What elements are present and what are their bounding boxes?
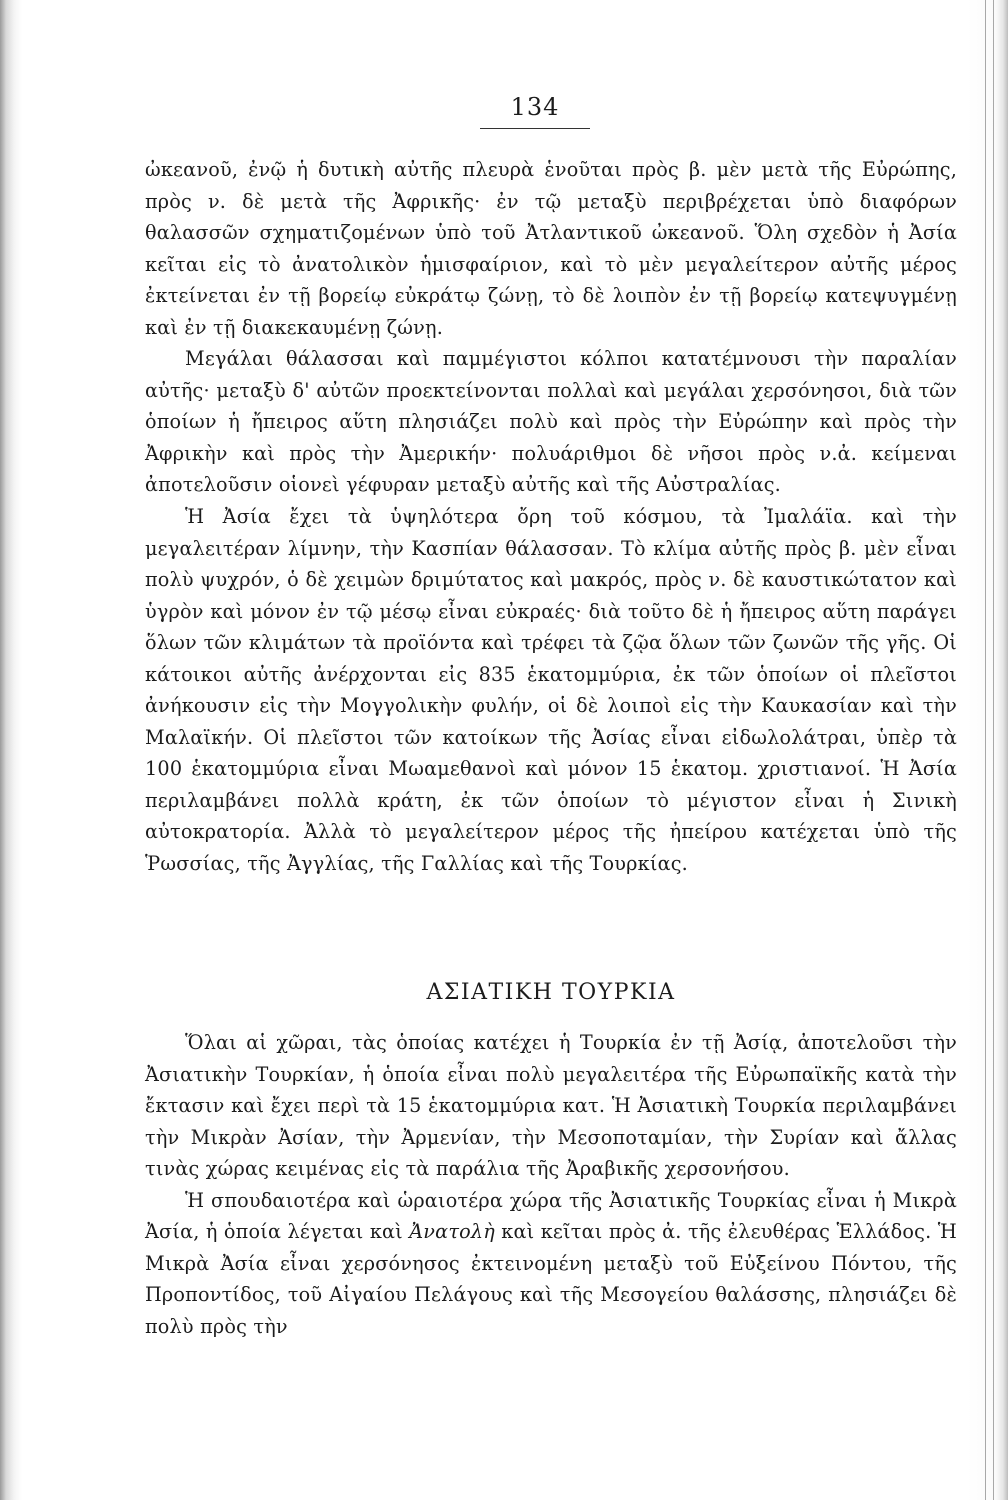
paragraph xyxy=(145,1185,957,1343)
scan-right-edge xyxy=(968,0,1008,1500)
text-run: καὶ κεῖται πρὸς ἀ. τῆς ἐλευθέρας Ἑλλάδος. Ἡ Μικρὰ Ἀσία εἶναι χερσόνησος ἐκτεινομένη μεταξὺ τοῦ Εὐξείνου Πόντου, τῆς Προποντίδος, τοῦ Αἰγαίου Πελάγους καὶ τῆς Μεσογείου θαλάσσης, πλησιάζει δὲ πολὺ πρὸς τὴν xyxy=(145,1220,958,1338)
scan-edge-line xyxy=(993,0,994,1500)
paragraph: Μεγάλαι θάλασσαι καὶ παμμέγιστοι κόλποι κατατέμνουσι τὴν παραλίαν αὐτῆς· μεταξὺ δ' αὐτῶν προεκτείνονται πολλαὶ καὶ μεγάλαι χερσόνησοι, διὰ τῶν ὁποίων ἡ ἤπειρος αὕτη πλησιάζει πολὺ καὶ πρὸς τὴν Εὐρώπην καὶ πρὸς τὴν Ἀφρικὴν καὶ πρὸς τὴν Ἀμερικήν· πολυάριθμοι δὲ νῆσοι πρὸς ν.ἀ. κείμεναι ἀποτελοῦσιν οἱονεὶ γέφυραν μεταξὺ αὐτῆς καὶ τῆς Αὐστραλίας. xyxy=(145,347,957,497)
section-heading: ΑΣΙΑΤΙΚΗ ΤΟΥΡΚΙΑ xyxy=(426,980,676,1005)
italic-term: Ἀνατολὴ xyxy=(409,1220,495,1244)
section-text xyxy=(145,1027,957,1342)
text-run: Ἡ σπουδαιοτέρα καὶ ὡραιοτέρα χώρα τῆς Ἀσιατικῆς Τουρκίας εἶναι ἡ Μικρὰ Ἀσία, ἡ ὁποία λέγεται καὶ xyxy=(145,1188,957,1244)
paragraph: ὠκεανοῦ, ἐνῷ ἡ δυτικὴ αὐτῆς πλευρὰ ἑνοῦται πρὸς β. μὲν μετὰ τῆς Εὐρώπης, πρὸς ν. δὲ μετὰ τῆς Ἀφρικῆς· ἐν τῷ μεταξὺ περιβρέχεται ὑπὸ διαφόρων θαλασσῶν σχηματιζομένων ὑπὸ τοῦ Ἀτλαντικοῦ ὠκεανοῦ. Ὅλη σχεδὸν ἡ Ἀσία κεῖται εἰς τὸ ἀνατολικὸν ἡμισφαίριον, καὶ τὸ μὲν μεγαλείτερον αὐτῆς μέρος ἐκτείνεται ἐν τῇ βορείῳ εὐκράτῳ ζώνῃ, τὸ δὲ λοιπὸν ἐν τῇ βορείῳ κατεψυγμένῃ καὶ ἐν τῇ διακεκαυμένῃ ζώνῃ. xyxy=(145,158,957,339)
page-number-rule xyxy=(480,128,590,129)
page-number: 134 xyxy=(510,93,560,121)
scan-left-edge xyxy=(0,0,22,1500)
paragraph: Ἡ Ἀσία ἔχει τὰ ὑψηλότερα ὄρη τοῦ κόσμου, τὰ Ἰμαλάϊα. καὶ τὴν μεγαλειτέραν λίμνην, τὴν Κασπίαν θάλασσαν. Τὸ κλίμα αὐτῆς πρὸς β. μὲν εἶναι πολὺ ψυχρόν, ὁ δὲ χειμὼν δριμύτατος καὶ μακρός, πρὸς ν. δὲ καυστικώτατον καὶ ὑγρὸν καὶ μόνον ἐν τῷ μέσῳ εἶναι εὐκραές· διὰ τοῦτο δὲ ἡ ἤπειρος αὕτη παράγει ὅλων τῶν κλιμάτων τὰ προϊόντα καὶ τρέφει τὰ ζῷα ὅλων τῶν ζωνῶν τῆς γῆς. Οἱ κάτοικοι αὐτῆς ἀνέρχονται εἰς 835 ἑκατομμύρια, ἐκ τῶν ὁποίων οἱ πλεῖστοι ἀνήκουσιν εἰς τὴν Μογγολικὴν φυλήν, οἱ δὲ λοιποὶ εἰς τὴν Καυκασίαν καὶ τὴν Μαλαϊκήν. Οἱ πλεῖστοι τῶν κατοίκων τῆς Ἀσίας εἶναι εἰδωλολάτραι, ὑπὲρ τὰ 100 ἑκατομμύρια εἶναι Μωαμεθανοὶ καὶ μόνον 15 ἑκατομ. χριστιανοί. Ἡ Ἀσία περιλαμβάνει πολλὰ κράτη, ἐκ τῶν ὁποίων τὸ μέγιστον εἶναι ἡ Σινικὴ αὐτοκρατορία. Ἀλλὰ τὸ μεγαλείτερον μέρος τῆς ἠπείρου κατέχεται ὑπὸ τῆς Ῥωσσίας, τῆς Ἀγγλίας, τῆς Γαλλίας καὶ τῆς Τουρκίας. xyxy=(145,505,957,876)
paragraph: Ὅλαι αἱ χῶραι, τὰς ὁποίας κατέχει ἡ Τουρκία ἐν τῇ Ἀσίᾳ, ἀποτελοῦσι τὴν Ἀσιατικὴν Τουρκίαν, ἡ ὁποία εἶναι πολὺ μεγαλειτέρα τῆς Εὐρωπαϊκῆς κατὰ τὴν ἔκτασιν καὶ ἔχει περὶ τὰ 15 ἑκατομμύρια κατ. Ἡ Ἀσιατικὴ Τουρκία περιλαμβάνει τὴν Μικρὰν Ἀσίαν, τὴν Ἀρμενίαν, τὴν Μεσοποταμίαν, τὴν Συρίαν καὶ ἄλλας τινὰς χώρας κειμένας εἰς τὰ παράλια τῆς Ἀραβικῆς χερσονήσου. xyxy=(145,1031,957,1181)
intro-text xyxy=(145,154,957,880)
scan-edge-line xyxy=(985,0,986,1500)
